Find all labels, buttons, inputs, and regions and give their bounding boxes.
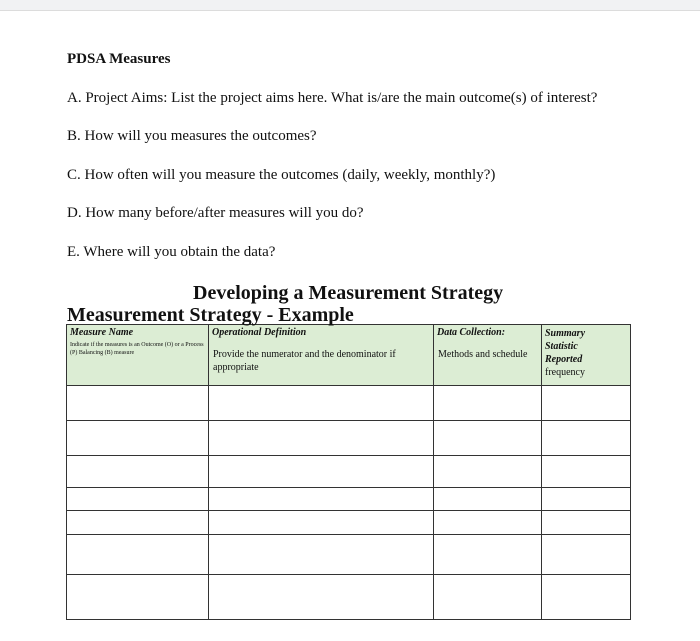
table-cell[interactable] <box>542 575 631 620</box>
measurement-table <box>66 324 631 620</box>
table-row <box>67 511 631 535</box>
question-c: C. How often will you measure the outcomes (daily, weekly, monthly?) <box>67 167 496 183</box>
header-data-collection-desc: Methods and schedule <box>438 349 528 360</box>
table-cell[interactable] <box>434 488 542 511</box>
table-cell[interactable] <box>434 511 542 535</box>
table-cell[interactable] <box>209 488 434 511</box>
table-cell[interactable] <box>542 386 631 421</box>
question-d: D. How many before/after measures will you do? <box>67 205 364 221</box>
header-measure-name-note: Indicate if the measures is an Outcome (O) or a Process (P) Balancing (B) measure <box>70 342 204 356</box>
table-cell[interactable] <box>209 535 434 575</box>
table-cell[interactable] <box>434 386 542 421</box>
table-cell[interactable] <box>209 456 434 488</box>
example-title: Measurement Strategy - Example <box>67 304 354 326</box>
table-cell[interactable] <box>67 456 209 488</box>
table-cell[interactable] <box>67 488 209 511</box>
header-summary-line4: frequency <box>545 367 585 378</box>
table-cell[interactable] <box>67 386 209 421</box>
table-row <box>67 456 631 488</box>
table-cell[interactable] <box>67 421 209 456</box>
header-summary-line2: Statistic <box>545 341 578 352</box>
header-summary-line1: Summary <box>545 328 586 339</box>
page-heading: PDSA Measures <box>67 51 171 67</box>
table-cell[interactable] <box>434 456 542 488</box>
header-operational-definition-desc: Provide the numerator and the denominator if appropriate <box>213 349 396 373</box>
table-cell[interactable] <box>209 511 434 535</box>
table-cell[interactable] <box>209 421 434 456</box>
header-measure-name-title: Measure Name <box>70 327 134 338</box>
table-row <box>67 386 631 421</box>
table-cell[interactable] <box>67 535 209 575</box>
question-a: A. Project Aims: List the project aims here. What is/are the main outcome(s) of interest? <box>67 90 598 106</box>
header-summary <box>542 325 631 386</box>
table-cell[interactable] <box>67 511 209 535</box>
question-e: E. Where will you obtain the data? <box>67 244 276 260</box>
table-cell[interactable] <box>434 575 542 620</box>
header-operational-definition <box>209 325 434 386</box>
table-row <box>67 421 631 456</box>
table-row <box>67 488 631 511</box>
table-cell[interactable] <box>542 456 631 488</box>
table-row <box>67 535 631 575</box>
top-bar <box>0 0 700 11</box>
table-cell[interactable] <box>209 575 434 620</box>
table-cell[interactable] <box>67 575 209 620</box>
table-row <box>67 575 631 620</box>
table-cell[interactable] <box>434 421 542 456</box>
table-cell[interactable] <box>209 386 434 421</box>
table-cell[interactable] <box>434 535 542 575</box>
table-cell[interactable] <box>542 535 631 575</box>
header-data-collection <box>434 325 542 386</box>
table-header-row <box>67 325 631 386</box>
header-summary-line3: Reported <box>545 354 583 365</box>
header-data-collection-title: Data Collection: <box>437 327 506 338</box>
table-cell[interactable] <box>542 488 631 511</box>
header-operational-definition-title: Operational Definition <box>212 327 307 338</box>
table-cell[interactable] <box>542 511 631 535</box>
table-cell[interactable] <box>542 421 631 456</box>
header-measure-name <box>67 325 209 386</box>
question-b: B. How will you measures the outcomes? <box>67 128 317 144</box>
strategy-title: Developing a Measurement Strategy <box>193 282 504 304</box>
